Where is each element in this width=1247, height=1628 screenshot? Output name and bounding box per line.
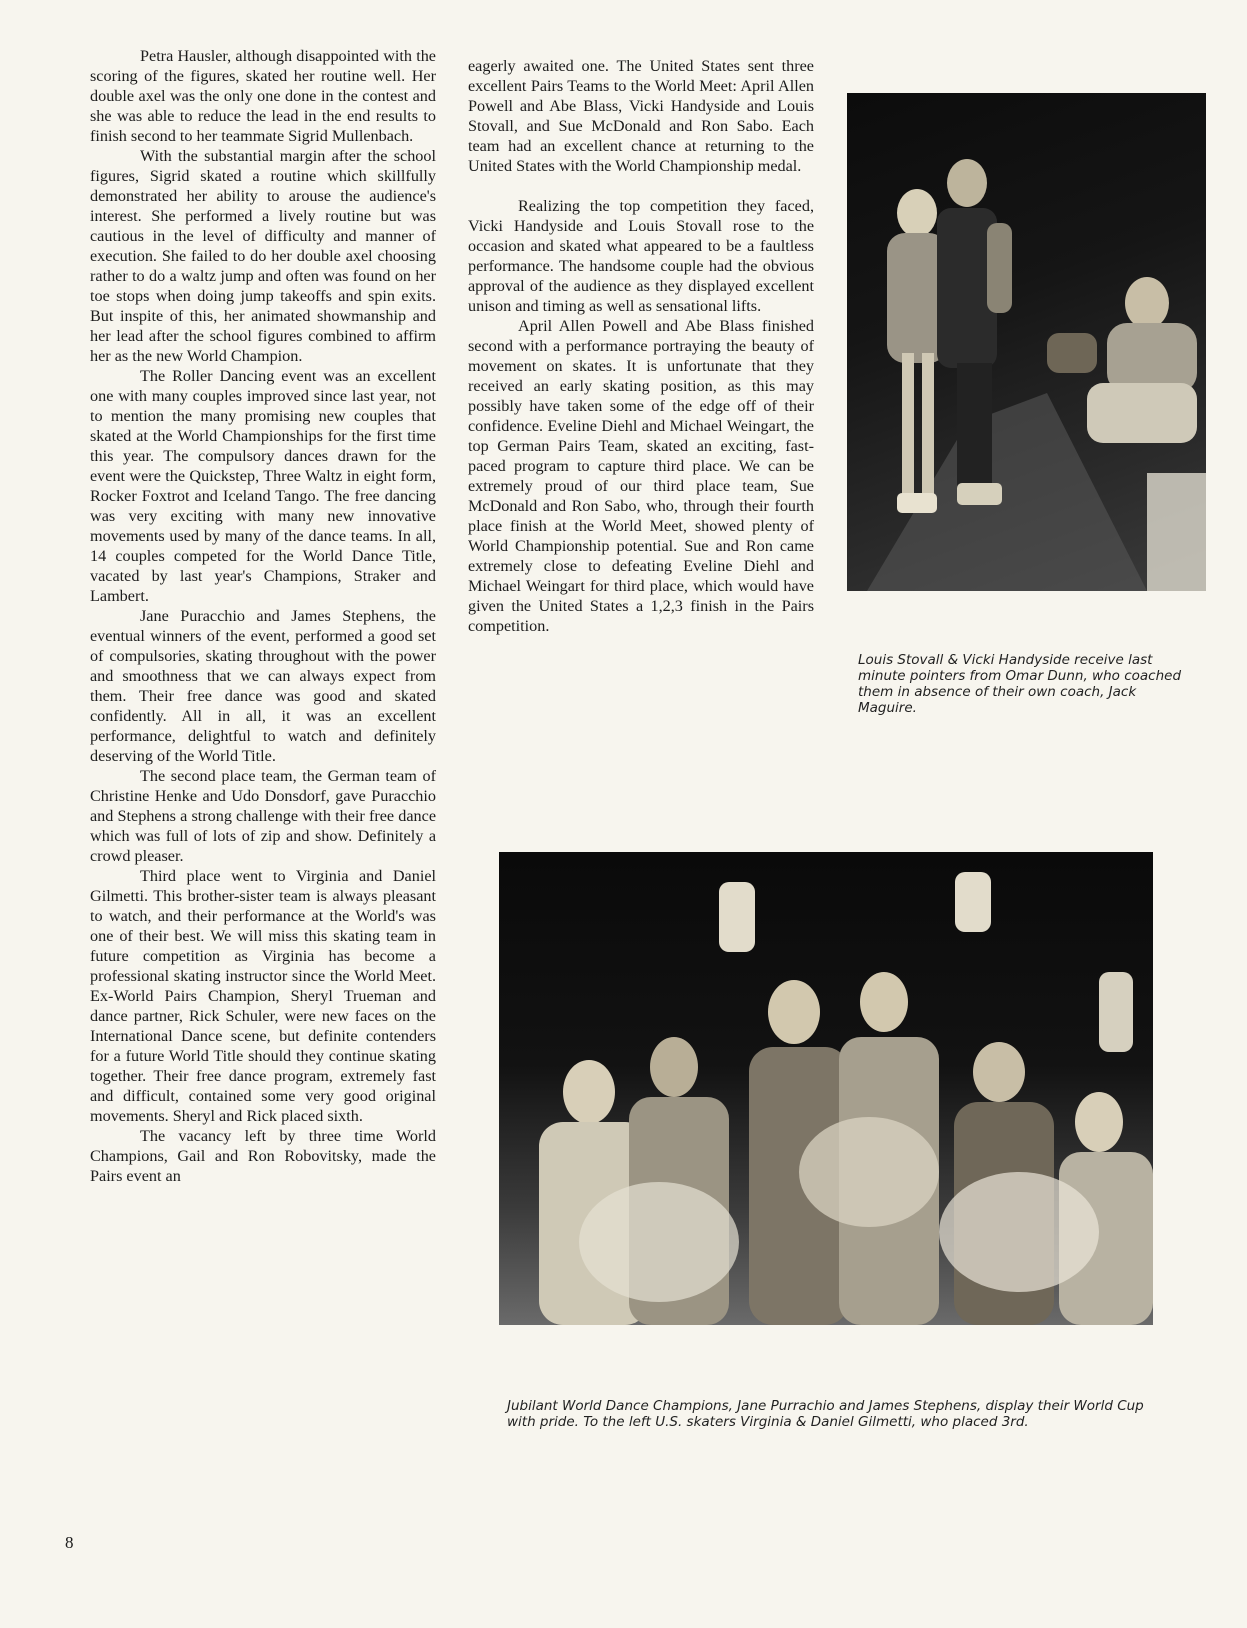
paragraph: eagerly awaited one. The United States sent three excellent Pairs Teams to the World Meet: April Allen Powell and Abe Blass, Vicki Handyside and Louis Stovall, and Sue McDonald and Ron Sabo. Each team had an excellent chance at returning to the United States with the World Championship medal. bbox=[468, 57, 814, 175]
paragraph: April Allen Powell and Abe Blass finished second with a performance portraying the beauty of movement on skates. It is unfortunate that they received an early skating position, as this may possibly have taken some of the edge off of their confidence. Eveline Diehl and Michael Weingart, the top German Pairs Team, skated an exciting, fast-paced program to capture third place. We can be extremely proud of our third place team, Sue McDonald and Ron Sabo, who, through their fourth place finish at the World Meet, showed plenty of World Championship potential. Sue and Ron came extremely close to defeating Eveline Diehl and Michael Weingart for third place, which would have given the United States a 1,2,3 finish in the Pairs competition. bbox=[468, 317, 814, 635]
article-column-left bbox=[90, 46, 436, 1186]
paragraph: With the substantial margin after the school figures, Sigrid skated a routine which skillfully demonstrated her ability to arouse the audience's interest. She performed a lively routine but was cautious in the level of difficulty and manner of execution. She failed to do her double axel choosing rather to do a waltz jump and often was found on her toe stops when doing jump takeoffs and spin exits. But inspite of this, her animated showmanship and her lead after the school figures combined to affirm her as the new World Champion. bbox=[90, 147, 436, 365]
article-column-middle bbox=[468, 56, 814, 636]
paragraph: Jane Puracchio and James Stephens, the eventual winners of the event, performed a good set of compulsories, skating throughout with the power and smoothness that we can always expect from them. Their free dance was good and skated confidently. All in all, it was an excellent performance, delightful to watch and definitely deserving of the World Title. bbox=[90, 607, 436, 765]
paragraph: Third place went to Virginia and Daniel Gilmetti. This brother-sister team is always pleasant to watch, and their performance at the World's was one of their best. We will miss this skating team in future competition as Virginia has become a professional skating instructor since the World Meet. Ex-World Pairs Champion, Sheryl Trueman and dance partner, Rick Schuler, were new faces on the International Dance scene, but definite contenders for a future World Title should they continue skating together. Their free dance program, extremely fast and difficult, contained some very good original movements. Sheryl and Rick placed sixth. bbox=[90, 867, 436, 1125]
dance-champions-photo bbox=[499, 852, 1153, 1325]
paragraph: The vacancy left by three time World Champions, Gail and Ron Robovitsky, made the Pairs event an bbox=[90, 1127, 436, 1185]
photo-illustration bbox=[847, 93, 1206, 591]
paragraph: Realizing the top competition they faced, Vicki Handyside and Louis Stovall rose to the occasion and skated what appeared to be a faultless performance. The handsome couple had the obvious approval of the audience as they displayed excellent unison and timing as well as sensational lifts. bbox=[468, 197, 814, 315]
pairs-coaching-photo bbox=[847, 93, 1206, 591]
photo-caption-top: Louis Stovall & Vicki Handyside receive last minute pointers from Omar Dunn, who coached them in absence of their own coach, Jack Maguire. bbox=[858, 652, 1182, 716]
paragraph: The second place team, the German team of Christine Henke and Udo Donsdorf, gave Puracchio and Stephens a strong challenge with their free dance which was full of lots of zip and show. Definitely a crowd pleaser. bbox=[90, 767, 436, 865]
photo-illustration bbox=[499, 852, 1153, 1325]
paragraph: Petra Hausler, although disappointed with the scoring of the figures, skated her routine well. Her double axel was the only one done in the contest and she was able to reduce the lead in the end results to finish second to her teammate Sigrid Mullenbach. bbox=[90, 47, 436, 145]
page-number: 8 bbox=[65, 1533, 74, 1552]
paragraph: The Roller Dancing event was an excellent one with many couples improved since last year, not to mention the many promising new couples that skated at the World Championships for the first time this year. The compulsory dances drawn for the event were the Quickstep, Three Waltz in eight form, Rocker Foxtrot and Iceland Tango. The free dancing was very exciting with many new innovative movements used by many of the dance teams. In all, 14 couples competed for the World Dance Title, vacated by last year's Champions, Straker and Lambert. bbox=[90, 367, 436, 605]
photo-caption-bottom: Jubilant World Dance Champions, Jane Purrachio and James Stephens, display their World Cup with pride. To the left U.S. skaters Virginia & Daniel Gilmetti, who placed 3rd. bbox=[507, 1398, 1144, 1430]
